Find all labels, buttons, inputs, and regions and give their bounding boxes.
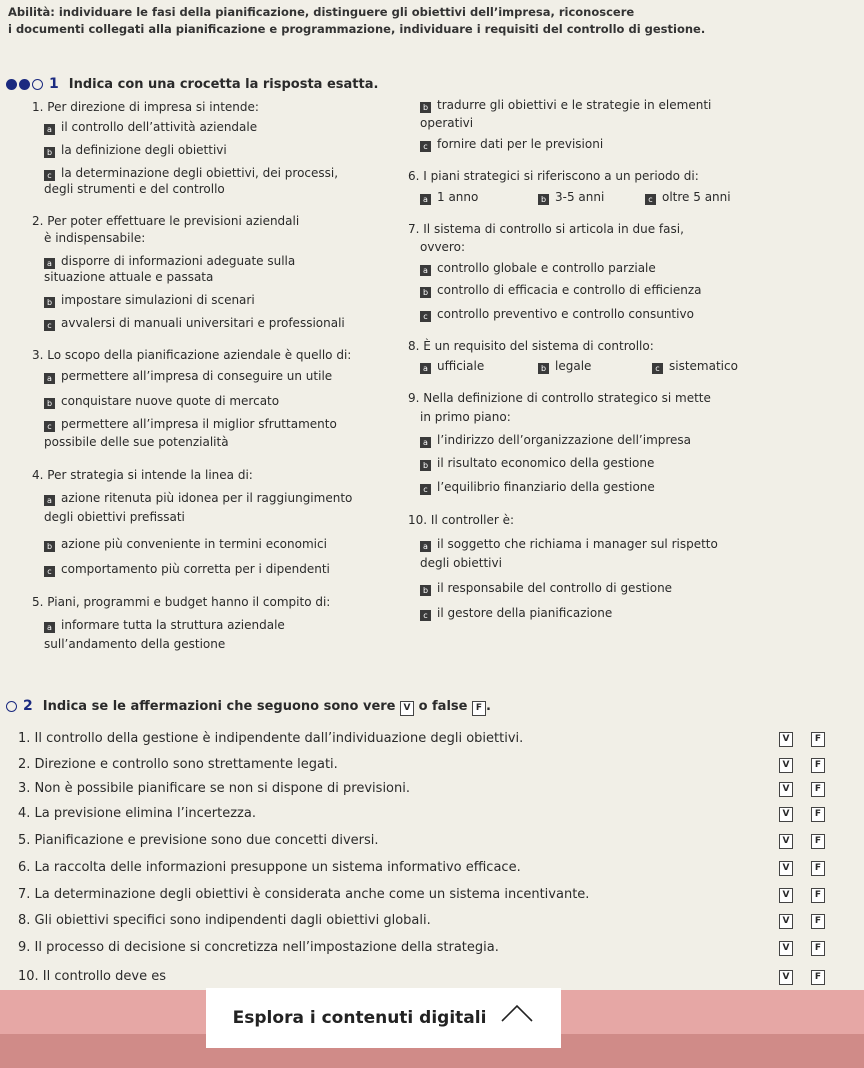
section-2-number: 2 [23,698,33,714]
checkbox-c[interactable]: c [645,194,656,205]
q4-option-b[interactable] [44,536,327,552]
true-checkbox[interactable]: V [779,732,793,747]
checkbox-a[interactable]: a [44,495,55,506]
checkbox-b[interactable]: b [420,287,431,298]
option-label: il controllo dell’attività aziendale [61,120,258,134]
false-checkbox[interactable]: F [811,970,825,985]
tf-statement-text: 9. Il processo di decisione si concretizza nell’impostazione della strategia. [18,940,499,955]
q10-text: 10. Il controller è: [408,513,515,527]
section-1-number: 1 [49,76,59,92]
option-label: oltre 5 anni [662,190,731,204]
false-checkbox[interactable]: F [811,834,825,849]
q6-option-b[interactable] [538,189,604,205]
option-label: conquistare nuove quote di mercato [61,394,280,408]
checkbox-a[interactable]: a [420,437,431,448]
true-checkbox[interactable]: V [779,834,793,849]
tf-statement-text: 7. La determinazione degli obiettivi è considerata anche come un sistema incentivante. [18,887,590,902]
checkbox-b[interactable]: b [420,102,431,113]
explore-digital-content-button[interactable] [206,988,561,1048]
q1-option-a[interactable] [44,119,257,135]
option-label: impostare simulazioni di scenari [61,293,255,307]
checkbox-b[interactable]: b [44,147,55,158]
q7-option-c[interactable] [420,306,694,322]
false-checkbox[interactable]: F [811,758,825,773]
explore-label: Esplora i contenuti digitali [232,1008,487,1028]
q7-text-1: 7. Il sistema di controllo si articola in due fasi, [408,222,684,236]
option-label: avvalersi di manuali universitari e professionali [61,316,345,330]
section-2-title: 2 Indica se le affermazioni che seguono sono vere V o false F . [6,698,491,716]
checkbox-c[interactable]: c [652,363,663,374]
q3-option-c-cont: possibile delle sue potenzialità [44,435,229,449]
false-box-legend: F [472,701,486,716]
true-checkbox[interactable]: V [779,807,793,822]
checkbox-a[interactable]: a [420,541,431,552]
checkbox-a[interactable]: a [420,265,431,276]
header-line-2: i documenti collegati alla pianificazione e programmazione, individuare i requisiti del controllo di gestione. [8,22,706,36]
true-box-legend: V [400,701,414,716]
option-label: disporre di informazioni adeguate sulla [61,254,296,268]
q3-option-b[interactable] [44,393,279,409]
q2-text-1: 2. Per poter effettuare le previsioni aziendali [32,214,300,228]
option-label: 1 anno [437,190,479,204]
option-label: ufficiale [437,359,485,373]
q3-option-a[interactable] [44,368,332,384]
option-label: la determinazione degli obiettivi, dei processi, [61,166,339,180]
q9-option-b[interactable] [420,455,654,471]
q10-option-b[interactable] [420,580,672,596]
tf-statement-text: 3. Non è possibile pianificare se non si dispone di previsioni. [18,781,410,796]
false-checkbox[interactable]: F [811,782,825,797]
false-checkbox[interactable]: F [811,914,825,929]
tf-statement [18,731,858,746]
true-checkbox[interactable]: V [779,782,793,797]
option-label: il risultato economico della gestione [437,456,655,470]
q1-text: 1. Per direzione di impresa si intende: [32,100,259,114]
q2-option-c[interactable] [44,315,345,331]
section-2-heading-mid: o false [418,699,468,714]
checkbox-a[interactable]: a [44,622,55,633]
true-checkbox[interactable]: V [779,861,793,876]
checkbox-b[interactable]: b [44,398,55,409]
option-label: azione ritenuta più idonea per il raggiungimento [61,491,353,505]
true-checkbox[interactable]: V [779,888,793,903]
q4-option-a-cont: degli obiettivi prefissati [44,510,185,524]
option-label: permettere all’impresa il miglior sfruttamento [61,417,337,431]
false-checkbox[interactable]: F [811,861,825,876]
section-1-heading: Indica con una crocetta la risposta esatta. [68,77,379,92]
false-checkbox[interactable]: F [811,888,825,903]
q10-option-a-cont: degli obiettivi [420,556,502,570]
checkbox-a[interactable]: a [44,124,55,135]
q1-option-c[interactable] [44,165,338,181]
q8-option-a[interactable] [420,358,484,374]
q3-option-c[interactable] [44,416,337,432]
checkbox-c[interactable]: c [420,141,431,152]
checkbox-c[interactable]: c [44,566,55,577]
q9-text-2: in primo piano: [420,410,511,424]
checkbox-b[interactable]: b [538,363,549,374]
option-label: controllo globale e controllo parziale [437,261,656,275]
option-label: il soggetto che richiama i manager sul rispetto [437,537,718,551]
option-label: tradurre gli obiettivi e le strategie in elementi [437,98,712,112]
tf-statement [18,806,858,821]
checkbox-b[interactable]: b [44,297,55,308]
option-label: informare tutta la struttura aziendale [61,618,285,632]
header-abilita [8,4,858,38]
q8-option-b[interactable] [538,358,591,374]
checkbox-b[interactable]: b [420,585,431,596]
q6-text: 6. I piani strategici si riferiscono a un periodo di: [408,169,699,183]
q5-option-a-cont: sull’andamento della gestione [44,637,226,651]
option-label: comportamento più corretta per i dipendenti [61,562,330,576]
q5-option-b[interactable] [420,97,711,113]
chevron-up-icon [500,988,534,1048]
tf-statement [18,940,858,955]
q9-text-1: 9. Nella definizione di controllo strategico si mette [408,391,711,405]
tf-statement-text: 6. La raccolta delle informazioni presuppone un sistema informativo efficace. [18,860,521,875]
tf-statement-text: 5. Pianificazione e previsione sono due concetti diversi. [18,833,379,848]
q2-text-2: è indispensabile: [44,231,146,245]
checkbox-c[interactable]: c [420,311,431,322]
q2-option-b[interactable] [44,292,255,308]
tf-statement-text: 10. Il controllo deve es [18,969,166,984]
checkbox-c[interactable]: c [420,610,431,621]
tf-statement [18,913,858,928]
checkbox-a[interactable]: a [44,373,55,384]
tf-statement-text: 1. Il controllo della gestione è indipendente dall’individuazione degli obiettivi. [18,731,524,746]
checkbox-b[interactable]: b [420,460,431,471]
q4-option-a[interactable] [44,490,352,506]
checkbox-c[interactable]: c [420,484,431,495]
q9-option-a[interactable] [420,432,691,448]
q9-option-c[interactable] [420,479,655,495]
q2-option-a[interactable] [44,253,295,269]
section-2-heading: Indica se le affermazioni che seguono sono vere [42,699,396,714]
q5-option-c[interactable] [420,136,603,152]
option-label: controllo preventivo e controllo consuntivo [437,307,694,321]
option-label: sistematico [669,359,738,373]
tf-statement [18,781,858,796]
option-label: l’indirizzo dell’organizzazione dell’impresa [437,433,692,447]
tf-statement-text: 2. Direzione e controllo sono strettamente legati. [18,757,338,772]
checkbox-a[interactable]: a [420,194,431,205]
q10-option-a[interactable] [420,536,718,552]
tf-statement-text: 4. La previsione elimina l’incertezza. [18,806,256,821]
tf-statement [18,887,858,902]
option-label: permettere all’impresa di conseguire un utile [61,369,333,383]
option-label: il responsabile del controllo di gestione [437,581,673,595]
q10-option-c[interactable] [420,605,612,621]
q7-option-a[interactable] [420,260,656,276]
q5-option-a[interactable] [44,617,285,633]
level-dots [6,79,43,90]
q7-text-2: ovvero: [420,240,465,254]
option-label: 3-5 anni [555,190,605,204]
tf-statement [18,833,858,848]
header-line-1: Abilità: individuare le fasi della pianificazione, distinguere gli obiettivi dell’impresa, riconoscere [8,5,635,19]
tf-statement [18,969,858,984]
q1-option-b[interactable] [44,142,227,158]
q3-text: 3. Lo scopo della pianificazione aziendale è quello di: [32,348,352,362]
option-label: il gestore della pianificazione [437,606,613,620]
q5-text: 5. Piani, programmi e budget hanno il compito di: [32,595,331,609]
checkbox-b[interactable]: b [44,541,55,552]
checkbox-a[interactable]: a [44,258,55,269]
checkbox-b[interactable]: b [538,194,549,205]
checkbox-a[interactable]: a [420,363,431,374]
q2-option-a-cont: situazione attuale e passata [44,270,214,284]
false-checkbox[interactable]: F [811,732,825,747]
checkbox-c[interactable]: c [44,320,55,331]
true-checkbox[interactable]: V [779,758,793,773]
checkbox-c[interactable]: c [44,421,55,432]
tf-statement [18,757,858,772]
false-checkbox[interactable]: F [811,807,825,822]
option-label: la definizione degli obiettivi [61,143,227,157]
q4-option-c[interactable] [44,561,330,577]
false-checkbox[interactable]: F [811,941,825,956]
q8-option-c[interactable] [652,358,738,374]
q6-option-a[interactable] [420,189,478,205]
section-1-title [6,76,378,92]
q1-option-c-cont: degli strumenti e del controllo [44,182,225,196]
true-checkbox[interactable]: V [779,914,793,929]
q8-text: 8. È un requisito del sistema di controllo: [408,339,654,353]
q5-option-b-cont: operativi [420,116,474,130]
q6-option-c[interactable] [645,189,731,205]
option-label: fornire dati per le previsioni [437,137,604,151]
q4-text: 4. Per strategia si intende la linea di: [32,468,253,482]
tf-statement [18,860,858,875]
true-checkbox[interactable]: V [779,970,793,985]
true-checkbox[interactable]: V [779,941,793,956]
option-label: legale [555,359,592,373]
option-label: controllo di efficacia e controllo di efficienza [437,283,702,297]
tf-statement-text: 8. Gli obiettivi specifici sono indipendenti dagli obiettivi globali. [18,913,431,928]
option-label: l’equilibrio finanziario della gestione [437,480,655,494]
checkbox-c[interactable]: c [44,170,55,181]
option-label: azione più conveniente in termini economici [61,537,327,551]
q7-option-b[interactable] [420,282,702,298]
level-dot [6,701,17,712]
